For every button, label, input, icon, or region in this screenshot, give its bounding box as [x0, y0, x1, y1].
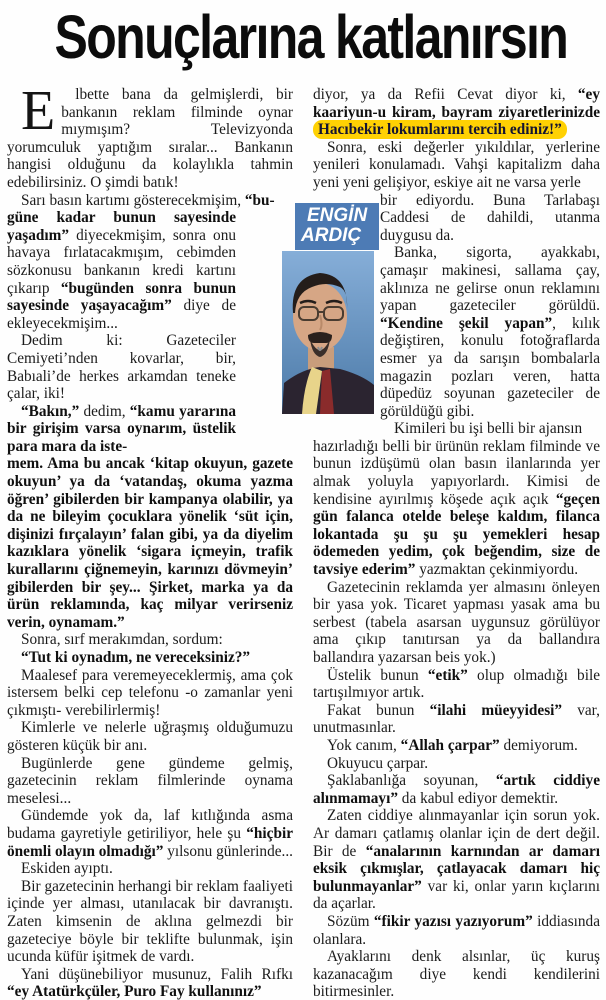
text-run: “geçen gün falanca otelde beleşe kaldım, filanca lokantada şu şu şu yemekleri hesap ödemeden yedim, çok beğendim, size de tavsiye ederim” — [313, 490, 600, 579]
text-run: “ey Atatürkçüler, Puro Fay kullanınız” — [7, 983, 262, 1000]
text-run: var ki, onlar yarın kıçlarını da açarlar. — [313, 877, 600, 913]
paragraph — [313, 772, 600, 807]
right-segment-wrapped — [380, 192, 600, 438]
text-run: Sonra, eski değerler yıkıldılar, yerlerine yenileri konulamadı. Vahşi kapitalizm daha yeni yeni gelişiyor, eskiye ait ne varsa yerle — [313, 138, 600, 191]
text-run: Kimlerle ve nelerle uğraşmış olduğumuzu gösteren küçük bir anı. — [7, 719, 293, 754]
text-run: Bir gazetecinin herhangi bir reklam faaliyeti içinde yer alması, utanılacak bir davranıştı. Zaten kimsenin de aklına gelmezdi bir gazeteciye böyle bir teklifte bulunmak, işin ucunda küfür işitmek de vardı. — [7, 877, 293, 966]
text-run: “ilahi müeyyidesi” — [429, 701, 563, 719]
text-run: demiyorum. — [499, 736, 578, 754]
text-run: Bugünlerde gene gündeme gelmiş, gazetecinin reklam filmlerinde oynama meselesi... — [7, 754, 293, 807]
left-segment-full-bottom — [7, 455, 293, 1000]
paragraph — [380, 192, 600, 245]
text-run: Okuyucu çarpar. — [327, 754, 429, 772]
text-run: Gazetecinin reklamda yer almasını önleyen bir yasa yok. Ticaret yapması yasak ama bu serbest (tabela asarsan uygunsuz görülüyor ama çıkıp tanıtırsan ya da ballandıra ballandıra yazarsan beis yok.) — [313, 578, 600, 666]
paragraph — [380, 420, 600, 438]
article-title: Sonuçlarına katlanırsın — [54, 3, 568, 71]
text-run: diyecekmişim, sonra onu havaya fırlatacakmışım, cebimden sözkonusu bankanın kredi kartını çıkarıp — [7, 226, 236, 297]
paragraph — [7, 80, 293, 192]
text-run: Banka, sigorta, ayakkabı, çamaşır makinesi, sallama çay, aklınıza ne gelirse onun reklamını yapan gazeteciler görüldü. — [380, 244, 600, 315]
text-run: yılsonu günlerinde... — [163, 842, 293, 860]
text-run: “bugünden sonra bunun sayesinde yaşayacağım” — [7, 279, 236, 315]
text-run: “Kendine şekil yapan” — [380, 314, 553, 332]
text-run: Yok canım, — [327, 736, 401, 754]
paragraph — [7, 455, 293, 631]
right-segment-full-top — [313, 86, 600, 192]
paragraph — [7, 878, 293, 966]
text-run: “artık ciddiye alınmamayı” — [313, 772, 600, 807]
paragraph — [7, 807, 293, 860]
text-run: Zaten ciddiye alınmayanlar için sorun yok. Ar damarı çatlamış olanlar için de dert değil. Bir de — [313, 807, 600, 860]
text-run: lbette bana da gelmişlerdi, bir bankanın reklam filminde oynar mıymışım? Televizyonda yorumculuk yaptığım sıralar... Bankanın hangisi olduğunu da kolaylıkla tahmin edebilirsiniz. O şimdi batık! — [7, 86, 293, 191]
text-run: bir ediyordu. Buna Tarlabaşı Caddesi de dahildi, utanma duygusu da. — [380, 191, 600, 244]
left-segment-wrapped — [7, 209, 236, 455]
paragraph — [7, 649, 293, 667]
text-run: dedim, — [79, 402, 130, 420]
paragraph — [7, 667, 293, 720]
text-run: Sonra, sırf merakımdan, sordum: — [21, 631, 223, 649]
paragraph — [7, 192, 293, 210]
text-run: mem. Ama bu ancak ‘kitap okuyun, gazete okuyun’ ya da ‘vatandaş, okuma yazma öğren’ gibilerden bir kampanya olabilir, ya da ne bileyim çocuklara yönelik ‘süt için, dişinizi fırçalayın’ falan gibi, ya da diyelim kazıklara yönelik ‘sigara içmeyin, trafik kurallarını çiğnemeyin, karınızı dövmeyin’ gibilerden bir şey... Şirket, marka ya da ürün reklamında, kaç milyar verirseniz verin, oynamam.” — [7, 455, 293, 631]
paragraph — [7, 719, 293, 754]
left-segment-full-top — [7, 80, 293, 209]
text-run: “bu- — [244, 191, 275, 209]
text-run: diyor, ya da Refii Cevat diyor ki, — [313, 86, 578, 103]
drop-cap: E — [21, 80, 56, 142]
paragraph — [313, 667, 600, 702]
author-block — [282, 203, 379, 414]
paragraph — [313, 913, 600, 948]
author-first-name: ENGİN — [307, 205, 368, 226]
text-run: olup olmadığı bile tartışılmıyor artık. — [313, 666, 600, 702]
paragraph — [313, 438, 600, 579]
article-column-left — [7, 80, 293, 1000]
text-run: var, unutmasınlar. — [313, 701, 600, 737]
text-run: “etik” — [427, 666, 468, 684]
paragraph — [7, 631, 293, 649]
text-run: Sarı basın kartımı gösterecekmişim, — [21, 191, 245, 209]
author-last-name: ARDIÇ — [301, 225, 362, 246]
text-run: hazırladığı belli bir ürünün reklam filminde ve bunun izdüşümü olan basın ilanlarında yer almak yoluyla yapıyorlardı. Kimisi de kendisine ayırılmış köşede açık açık — [313, 437, 600, 508]
paragraph — [313, 702, 600, 737]
text-run: iddiasında olanlara. — [313, 912, 600, 948]
text-run: “hiçbir önemli olayın olmadığı” — [7, 824, 293, 860]
text-run: Dedim ki: Gazeteciler Cemiyeti’nden kovarlar, bir, Babıali’de herkes arkamdan teneke çalar, iki! — [7, 332, 236, 403]
text-run: “fikir yazısı yazıyorum” — [373, 912, 533, 930]
text-run: Fakat bunun — [327, 701, 430, 719]
text-run: güne kadar bunun sayesinde yaşadım” — [7, 209, 236, 244]
paragraph — [313, 807, 600, 913]
text-run: “analarının karnından ar damarı eksik çıkmışlar, çatlayacak damarı hiç bulunmayanlar” — [313, 842, 601, 895]
text-run: Şaklabanlığa soyunan, — [327, 772, 496, 790]
text-run: “Allah çarpar” — [400, 736, 500, 754]
paragraph — [7, 860, 293, 878]
text-run: “kamu yararına bir girişim varsa oynarım, üstelik para mara da iste- — [7, 402, 236, 455]
text-run: Gündemde yok da, laf kıtlığında asma budama gayretiyle getiriliyor, hele şu — [7, 807, 293, 842]
text-run: “ey kaariyun-u kiram, bayram ziyaretlerinizde — [313, 86, 600, 121]
author-photo — [282, 251, 374, 414]
paragraph — [313, 579, 600, 667]
text-run: Yani düşünebiliyor musunuz, Falih Rıfkı — [21, 965, 293, 983]
text-run: Maalesef para veremeyeceklermiş, ama çok istersem belki cep telefonu -o zamanlar yeni çıkmıştı- verebilirlermiş! — [7, 666, 293, 719]
author-byline — [295, 203, 379, 250]
highlighted-text: Hacıbekir lokumlarını tercih ediniz!” — [313, 120, 567, 139]
right-segment-full-bottom — [313, 438, 600, 1000]
text-run: Sözüm — [327, 912, 374, 930]
paragraph — [313, 948, 600, 1000]
paragraph — [313, 737, 600, 755]
text-run: diye de ekleyecekmişim... — [7, 297, 236, 332]
text-run: Üstelik bunun — [327, 666, 428, 684]
paragraph — [313, 139, 600, 192]
paragraph — [7, 403, 236, 456]
paragraph — [313, 86, 600, 139]
paragraph — [313, 755, 600, 773]
text-run: da kabul ediyor demektir. — [397, 789, 559, 807]
text-run: “Tut ki oynadım, ne vereceksiniz?” — [21, 649, 251, 666]
text-run: “Bakın,” — [21, 402, 80, 420]
text-run: Kimileri bu işi belli bir ajansın — [394, 420, 583, 438]
text-run: Ayaklarını denk alsınlar, üç kuruş kazanacağım diye kendi kendilerini bitirmesinler. — [313, 948, 600, 1000]
text-run: yazmaktan çekinmiyordu. — [415, 561, 579, 579]
paragraph — [7, 332, 236, 402]
paragraph — [7, 966, 293, 1000]
paragraph — [7, 755, 293, 808]
text-run: , kılık değiştiren, konulu fotoğraflarda esmer ya da sarışın bombalarla magazin pozları veren, hatta düpedüz soyunan gazeteciler de görüldüğü gibi. — [380, 314, 600, 420]
text-run: Eskiden ayıptı. — [21, 860, 113, 878]
paragraph — [7, 209, 236, 332]
paragraph — [380, 244, 600, 420]
